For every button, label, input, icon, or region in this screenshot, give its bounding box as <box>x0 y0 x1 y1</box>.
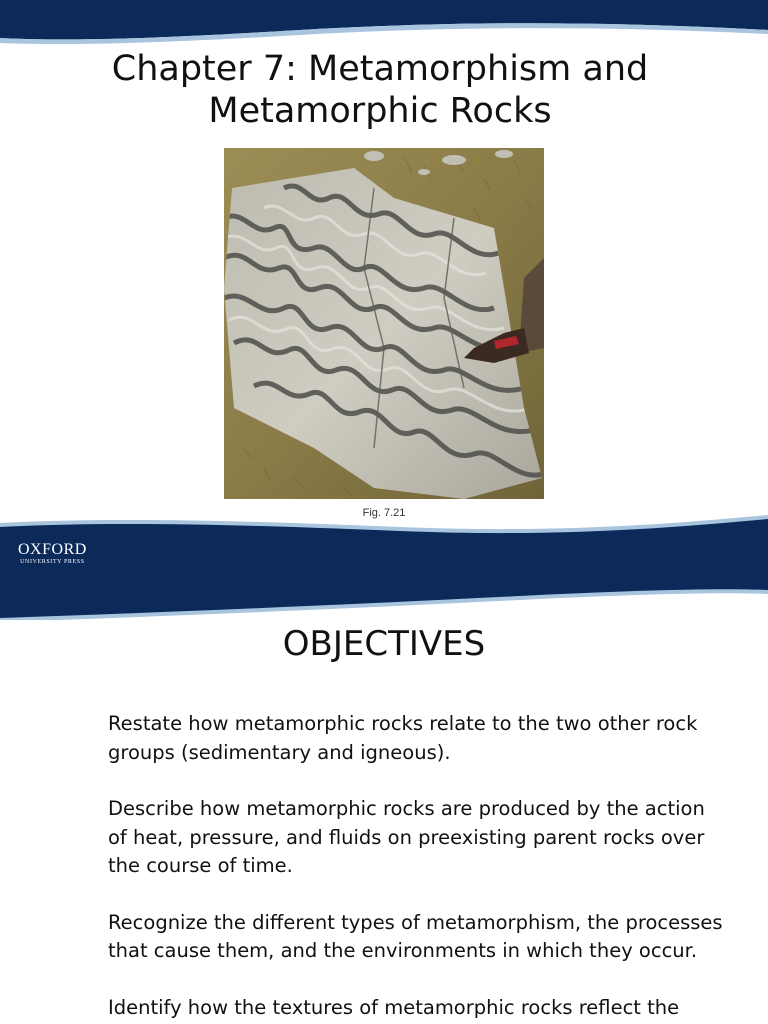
logo-name: OXFORD <box>18 541 87 558</box>
objective-item: Describe how metamorphic rocks are produced by the action of heat, pressure, and fluids on preexisting parent rocks over the course of time. <box>108 797 705 877</box>
objectives-heading: OBJECTIVES <box>282 624 486 664</box>
objective-item: Identify how the textures of metamorphic rocks reflect the <box>108 995 680 1019</box>
title-line-2: Metamorphic Rocks <box>208 91 552 131</box>
objective-item: Restate how metamorphic rocks relate to the two other rock groups (sedimentary and igneous). <box>108 712 698 764</box>
objective-item: Recognize the different types of metamorphism, the processes that cause them, and the environments in which they occur. <box>108 910 723 962</box>
header-wave-band <box>0 0 768 50</box>
objectives-list <box>108 710 728 1024</box>
logo-subtitle: UNIVERSITY PRESS <box>20 559 85 565</box>
title-line-1: Chapter 7: Metamorphism and <box>111 49 649 89</box>
folded-rock-photo <box>224 148 544 499</box>
slide-title <box>84 48 676 132</box>
figure-caption: Fig. 7.21 <box>362 507 406 519</box>
